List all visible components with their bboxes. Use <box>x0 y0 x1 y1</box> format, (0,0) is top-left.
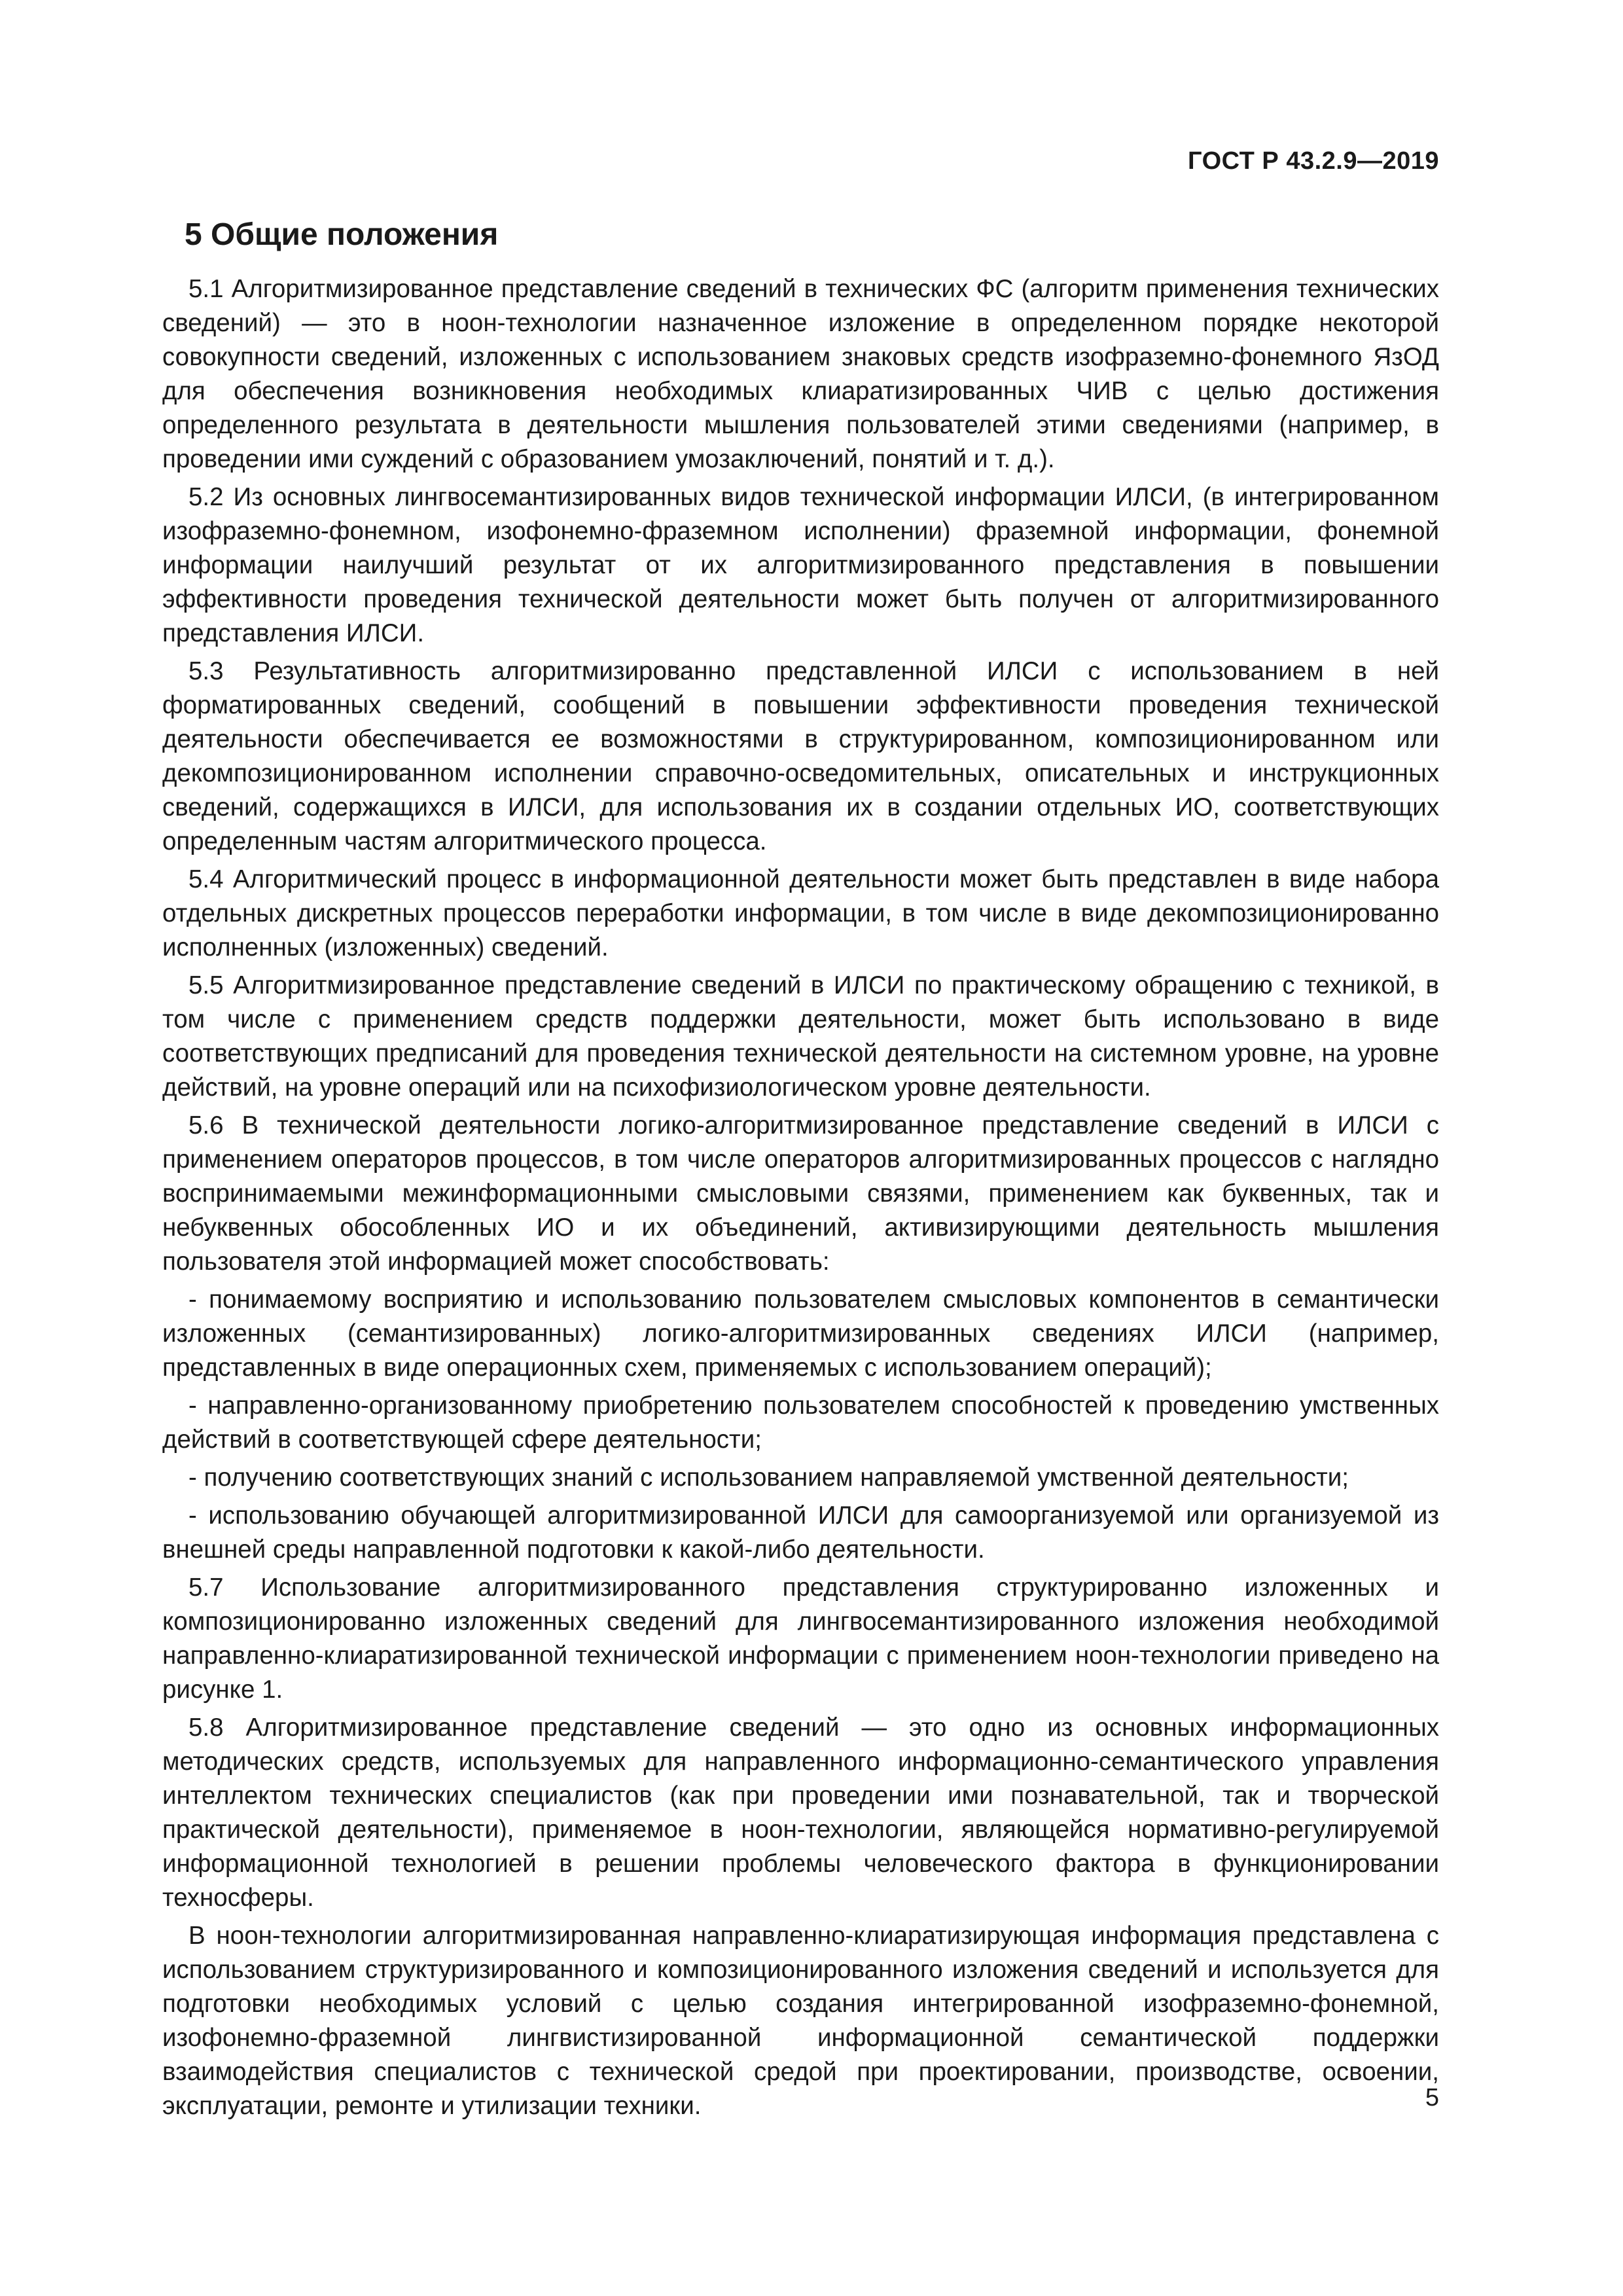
paragraph-5-2: 5.2 Из основных лингвосемантизированных видов технической информации ИЛСИ, (в интегрированном изофраземно-фонемном, изофонемно-фраземном исполнении) фраземной информации, фонемной информации наилучший результат от их алгоритмизированного представления в повышении эффективности проведения технической деятельности может быть получен от алгоритмизированного представления ИЛСИ. <box>162 482 1439 647</box>
section-title: 5 Общие положения <box>185 217 499 252</box>
paragraph-5-6: 5.6 В технической деятельности логико-алгоритмизированное представление сведений в ИЛСИ с применением операторов процессов, в том числе операторов алгоритмизированных процессов с наглядно воспринимаемыми межинформационными смысловыми связями, применением как буквенных, так и небуквенных обособленных ИО и их объединений, активизирующими деятельность мышления пользователя этой информацией может способствовать: <box>162 1111 1439 1276</box>
page-number: 5 <box>1425 2084 1439 2111</box>
list-item: - получению соответствующих знаний с использованием направляемой умственной деятельности; <box>188 1463 1349 1492</box>
paragraph-noon-technology: В ноон-технологии алгоритмизированная направленно-клиаратизирующая информация представлена с использованием структуризированного и композиционированного изложения сведений и используется для подготовки необходимых условий с целью создания интегрированной изофраземно-фонемной, изофонемно-фраземной лингвистизированной информационной семантической поддержки взаимодействия специалистов с технической средой при проектировании, производстве, освоении, эксплуатации, ремонте и утилизации техники. <box>162 1921 1439 2120</box>
paragraph-5-8: 5.8 Алгоритмизированное представление сведений — это одно из основных информационных методических средств, используемых для направленного информационно-семантического управления интеллектом технических специалистов (как при проведении ими познавательной, так и творческой практической деятельности), применяемое в ноон-технологии, являющейся нормативно-регулируемой информационной технологией в решении проблемы человеческого фактора в функционировании техносферы. <box>162 1713 1439 1912</box>
paragraph-5-5: 5.5 Алгоритмизированное представление сведений в ИЛСИ по практическому обращению с техникой, в том числе с применением средств поддержки деятельности, может быть использовано в виде соответствующих предписаний для проведения технической деятельности на системном уровне, на уровне действий, на уровне операций или на психофизиологическом уровне деятельности. <box>162 971 1439 1102</box>
document-code-header: ГОСТ Р 43.2.9—2019 <box>1188 147 1439 175</box>
paragraph-5-1: 5.1 Алгоритмизированное представление сведений в технических ФС (алгоритм применения технических сведений) — это в ноон-технологии назначенное изложение в определенном порядке некоторой совокупности сведений, изложенных с использованием знаковых средств изофраземно-фонемного ЯзОД для обеспечения возникновения необходимых клиаратизированных ЧИВ с целью достижения определенного результата в деятельности мышления пользователей этими сведениями (например, в проведении ими суждений с образованием умозаключений, понятий и т. д.). <box>162 274 1439 473</box>
paragraph-5-7: 5.7 Использование алгоритмизированного представления структурированно изложенных и композиционированно изложенных сведений для лингвосемантизированного изложения необходимой направленно-клиаратизированной технической информации с применением ноон-технологии приведено на рисунке 1. <box>162 1573 1439 1704</box>
list-item: - использованию обучающей алгоритмизированной ИЛСИ для самоорганизуемой или организуемой из внешней среды направленной подготовки к какой-либо деятельности. <box>162 1501 1439 1564</box>
list-item: - понимаемому восприятию и использованию пользователем смысловых компонентов в семантически изложенных (семантизированных) логико-алгоритмизированных сведениях ИЛСИ (например, представленных в виде операционных схем, применяемых с использованием операций); <box>162 1285 1439 1382</box>
page-content <box>162 216 1439 2127</box>
paragraph-5-4: 5.4 Алгоритмический процесс в информационной деятельности может быть представлен в виде набора отдельных дискретных процессов переработки информации, в том числе в виде декомпозиционированно исполненных (изложенных) сведений. <box>162 865 1439 961</box>
paragraph-5-3: 5.3 Результативность алгоритмизированно представленной ИЛСИ с использованием в ней форматированных сведений, сообщений в повышении эффективности проведения технической деятельности обеспечивается ее возможностями в структурированном, композиционированном или декомпозиционированном исполнении справочно-осведомительных, описательных и инструкционных сведений, содержащихся в ИЛСИ, для использования их в создании отдельных ИО, соответствующих определенным частям алгоритмического процесса. <box>162 656 1439 855</box>
list-item: - направленно-организованному приобретению пользователем способностей к проведению умственных действий в соответствующей сфере деятельности; <box>162 1391 1439 1454</box>
